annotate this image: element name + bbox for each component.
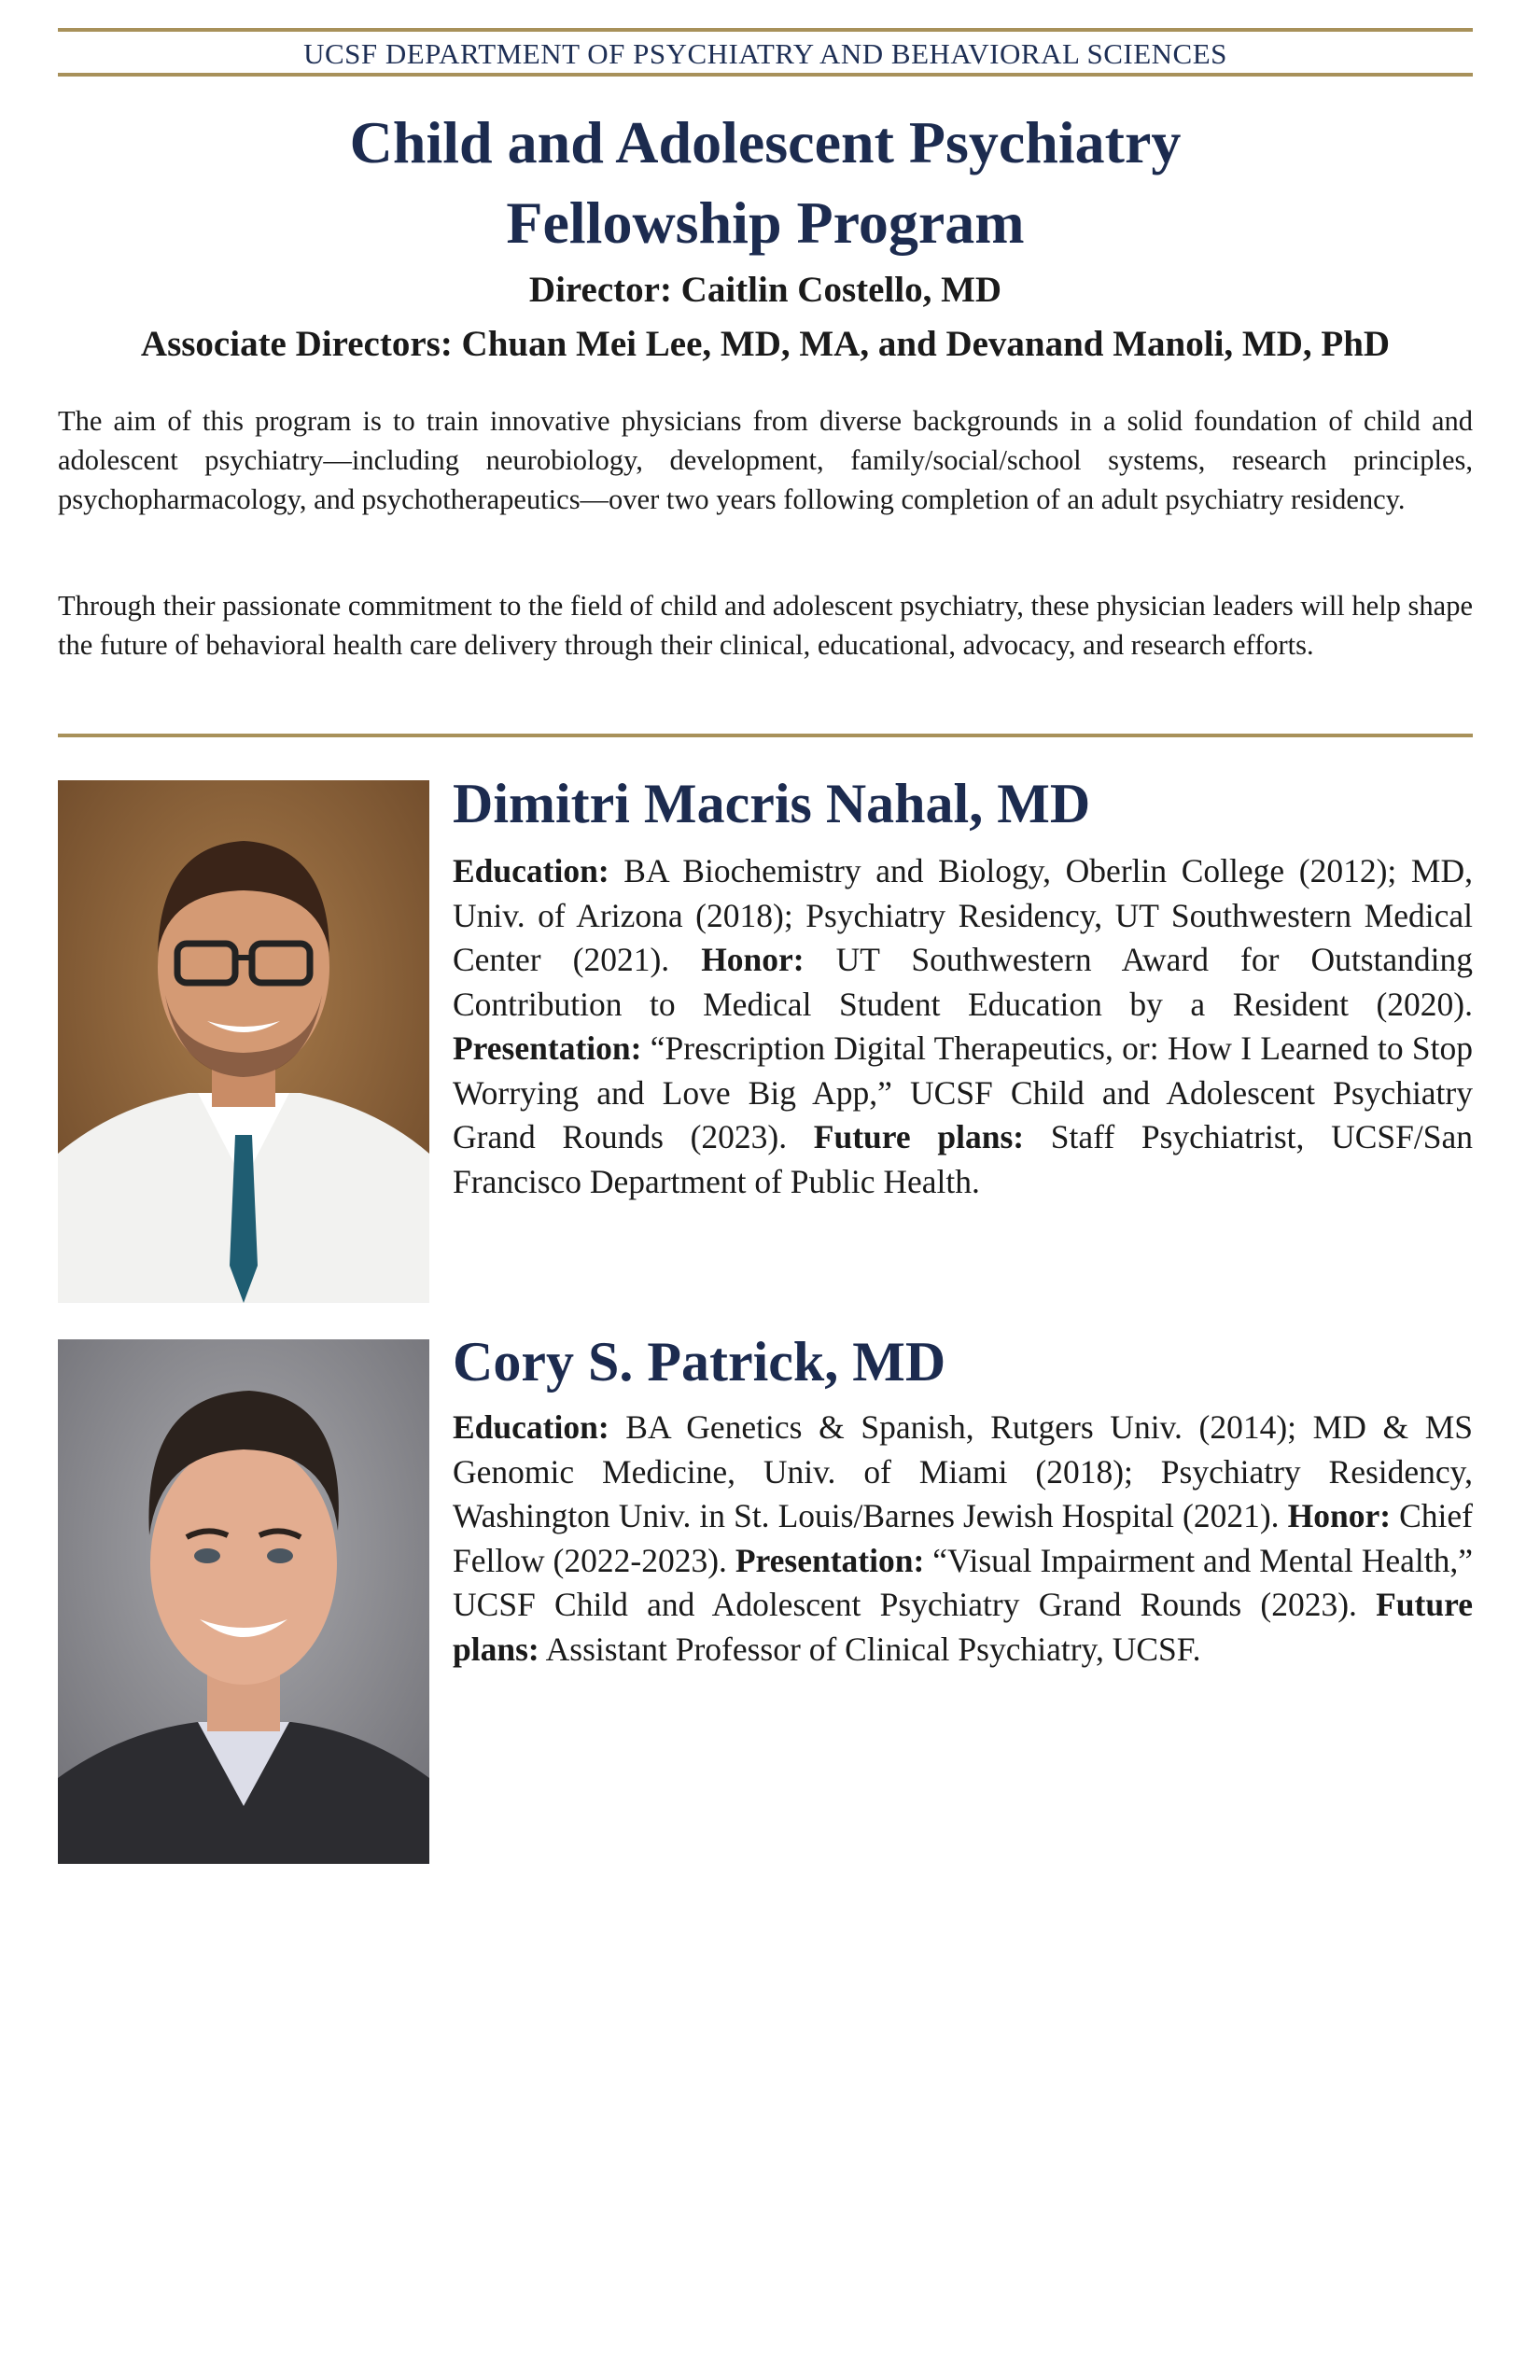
education-label: Education: xyxy=(453,852,609,889)
program-director: Director: Caitlin Costello, MD xyxy=(528,270,1002,310)
page-title xyxy=(58,103,1473,263)
presentation-text: “Prescription Digital Therapeutics, or: How I Learned to Stop Worrying and Love Big App,” UCSF Child and Adolescent Psychiatry Grand Rounds (2023). xyxy=(453,1029,1473,1155)
education-text: BA Genetics & Spanish, Rutgers Univ. (2014); MD & MS Genomic Medicine, Univ. of Miami (2018); Psychiatry Residency, Washington Univ. in St. Louis/Barnes Jewish Hospital (2021). xyxy=(453,1408,1473,1534)
future-plans-text: Staff Psychiatrist, UCSF/San Francisco Department of Public Health. xyxy=(453,1118,1473,1200)
presentation-text: “Visual Impairment and Mental Health,” UCSF Child and Adolescent Psychiatry Grand Rounds (2023). xyxy=(453,1541,1473,1623)
fellow-photo-patrick xyxy=(58,1339,429,1864)
associate-directors: Associate Directors: Chuan Mei Lee, MD, MA, and Devanand Manoli, MD, PhD xyxy=(140,324,1391,364)
fellow-name: Dimitri Macris Nahal, MD xyxy=(453,773,1091,834)
honor-text: UT Southwestern Award for Outstanding Contribution to Medical Student Education by a Resident (2020). xyxy=(453,941,1473,1023)
honor-text: Chief Fellow (2022-2023). xyxy=(453,1497,1473,1579)
future-plans-label: Future plans: xyxy=(813,1118,1025,1155)
intro-paragraph-2: Through their passionate commitment to the field of child and adolescent psychiatry, these physician leaders will help shape the future of behavioral health care delivery through their clinical, educational, advocacy, and research efforts. xyxy=(58,590,1473,661)
fellow-photo-nahal xyxy=(58,780,429,1303)
intro-paragraph-1: The aim of this program is to train innovative physicians from diverse backgrounds in a solid foundation of child and adolescent psychiatry—including neurobiology, development, family/social/school systems, research principles, psychopharmacology, and psychotherapeutics—over two years following completion of an adult psychiatry residency. xyxy=(58,405,1473,515)
title-line-1: Child and Adolescent Psychiatry xyxy=(349,109,1182,175)
presentation-label: Presentation: xyxy=(453,1029,642,1067)
fellow-name: Cory S. Patrick, MD xyxy=(453,1331,946,1393)
honor-label: Honor: xyxy=(701,941,805,978)
header-bottom-rule xyxy=(58,73,1473,77)
department-name: UCSF DEPARTMENT OF PSYCHIATRY AND BEHAVIORAL SCIENCES xyxy=(303,37,1227,70)
honor-label: Honor: xyxy=(1287,1497,1392,1534)
future-plans-label: Future plans: xyxy=(453,1586,1473,1668)
fellow-bio xyxy=(453,849,1473,1204)
title-line-2: Fellowship Program xyxy=(506,189,1025,256)
presentation-label: Presentation: xyxy=(735,1541,925,1579)
section-divider xyxy=(58,734,1473,737)
education-text: BA Biochemistry and Biology, Oberlin College (2012); MD, Univ. of Arizona (2018); Psychiatry Residency, UT Southwestern Medical Center (2021). xyxy=(453,852,1473,978)
future-plans-text: Assistant Professor of Clinical Psychiatry, UCSF. xyxy=(539,1630,1201,1668)
fellow-bio xyxy=(453,1406,1473,1672)
education-label: Education: xyxy=(453,1408,609,1446)
header-top-rule xyxy=(58,28,1473,32)
